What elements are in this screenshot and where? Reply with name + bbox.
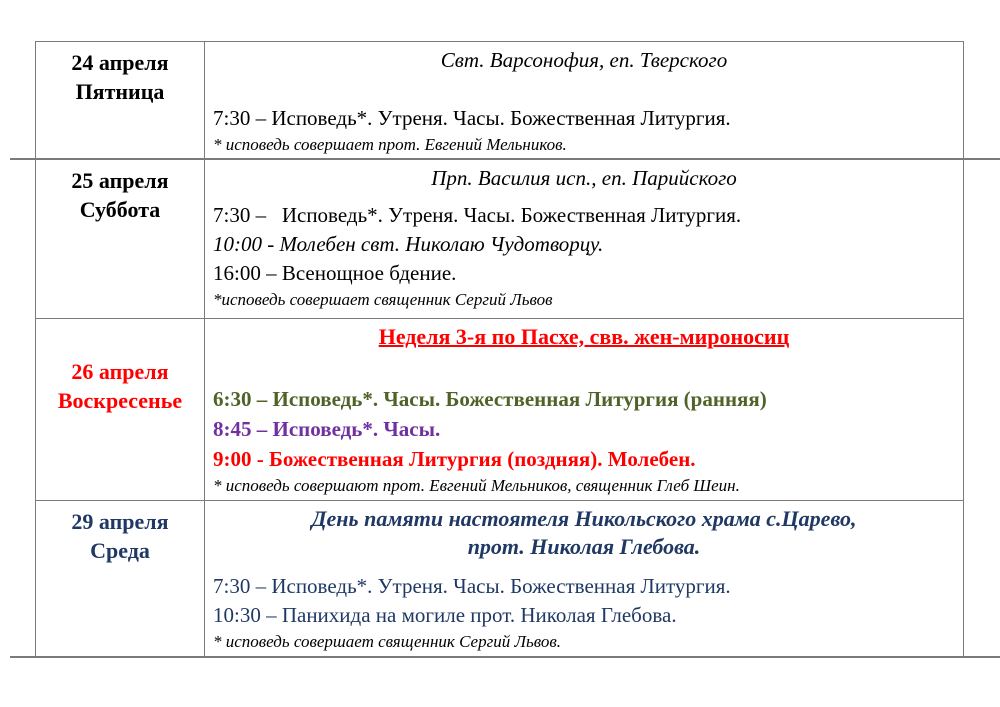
table-row-25-april <box>36 160 964 319</box>
table-row-24-april <box>36 42 964 160</box>
footnote: *исповедь совершает священник Сергий Львов <box>213 290 553 309</box>
service-line: 9:00 - Божественная Литургия (поздняя). Молебен. <box>213 447 696 471</box>
date-text: 25 апреля <box>71 168 169 193</box>
content-cell <box>205 319 964 501</box>
date-cell <box>36 501 205 658</box>
schedule-table <box>35 41 964 658</box>
memorial-title-line: День памяти настоятеля Никольского храма с.Царево, <box>311 506 857 531</box>
memorial-title-line: прот. Николая Глебова. <box>467 534 701 559</box>
feast-title: Прп. Василия исп., еп. Парийского <box>431 166 737 190</box>
date-cell <box>36 42 205 160</box>
service-line: 8:45 – Исповедь*. Часы. <box>213 417 441 441</box>
weekday-text: Воскресенье <box>57 388 183 413</box>
weekday-text: Пятница <box>75 79 165 104</box>
service-line: 10:30 – Панихида на могиле прот. Николая Глебова. <box>213 603 677 627</box>
content-cell <box>205 501 964 658</box>
service-line: 7:30 – Исповедь*. Утреня. Часы. Божественная Литургия. <box>213 203 742 227</box>
date-cell <box>36 319 205 501</box>
service-line: 7:30 – Исповедь*. Утреня. Часы. Божественная Литургия. <box>213 574 731 598</box>
feast-title: Неделя 3-я по Пасхе, свв. жен-мироносиц <box>378 324 790 349</box>
table-row-29-april <box>36 501 964 658</box>
footnote: * исповедь совершает прот. Евгений Мельников. <box>213 135 567 154</box>
footnote: * исповедь совершают прот. Евгений Мельников, священник Глеб Шеин. <box>213 476 740 495</box>
date-text: 29 апреля <box>71 509 169 534</box>
service-line: 10:00 - Молебен свт. Николаю Чудотворцу. <box>213 232 604 256</box>
date-cell <box>36 160 205 319</box>
date-text: 26 апреля <box>71 359 169 384</box>
service-line: 16:00 – Всенощное бдение. <box>213 261 457 285</box>
table-row-26-april <box>36 319 964 501</box>
content-cell <box>205 160 964 319</box>
date-text: 24 апреля <box>71 50 169 75</box>
footnote: * исповедь совершает священник Сергий Львов. <box>213 632 562 651</box>
content-cell <box>205 42 964 160</box>
weekday-text: Суббота <box>79 197 161 222</box>
service-line: 7:30 – Исповедь*. Утреня. Часы. Божественная Литургия. <box>213 106 731 130</box>
service-line: 6:30 – Исповедь*. Часы. Божественная Литургия (ранняя) <box>213 387 767 411</box>
feast-title: Свт. Варсонофия, еп. Тверского <box>440 48 728 72</box>
weekday-text: Среда <box>90 538 150 563</box>
